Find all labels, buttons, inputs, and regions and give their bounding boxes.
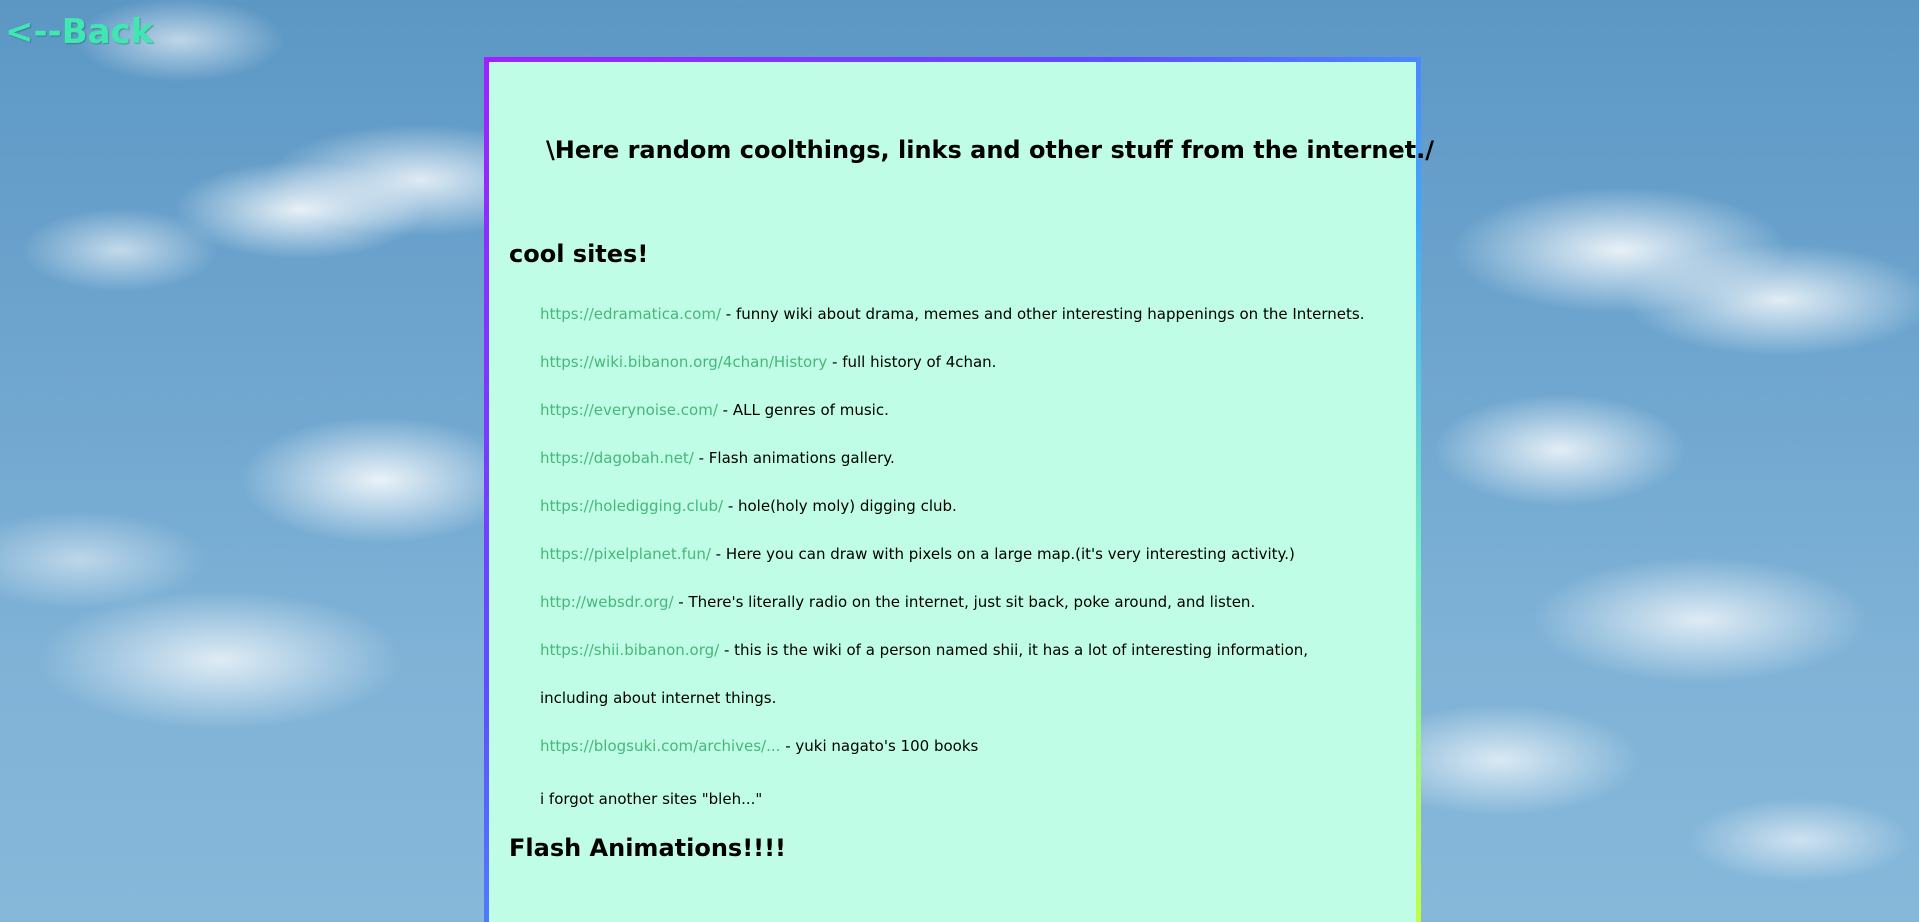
list-item bbox=[540, 434, 1416, 482]
site-link-pixelplanet[interactable]: https://pixelplanet.fun/ bbox=[540, 545, 711, 563]
site-description: - There's literally radio on the internet, just sit back, poke around, and listen. bbox=[673, 593, 1256, 611]
site-description: - funny wiki about drama, memes and other interesting happenings on the Internets. bbox=[721, 305, 1365, 323]
cool-sites-heading: cool sites! bbox=[509, 240, 649, 268]
site-link-shii-bibanon[interactable]: https://shii.bibanon.org/ bbox=[540, 641, 720, 659]
back-link[interactable]: <--Back bbox=[5, 12, 154, 52]
forgot-sites-note: i forgot another sites "bleh..." bbox=[540, 790, 763, 808]
list-item bbox=[540, 338, 1416, 386]
site-link-dagobah[interactable]: https://dagobah.net/ bbox=[540, 449, 694, 467]
site-link-websdr[interactable]: http://websdr.org/ bbox=[540, 593, 674, 611]
site-description: - Flash animations gallery. bbox=[693, 449, 895, 467]
content-panel bbox=[489, 62, 1435, 922]
site-link-blogsuki[interactable]: https://blogsuki.com/archives/... bbox=[540, 737, 781, 755]
site-description: - full history of 4chan. bbox=[827, 353, 997, 371]
cool-sites-list bbox=[509, 290, 1416, 770]
site-link-holedigging[interactable]: https://holedigging.club/ bbox=[540, 497, 724, 515]
content-panel-frame bbox=[484, 57, 1435, 922]
site-description: - yuki nagato's 100 books bbox=[780, 737, 979, 755]
list-item bbox=[540, 722, 1416, 770]
site-description: - ALL genres of music. bbox=[717, 401, 889, 419]
site-description: - hole(holy moly) digging club. bbox=[723, 497, 957, 515]
list-item bbox=[540, 386, 1416, 434]
list-item bbox=[540, 530, 1416, 578]
site-link-bibanon-4chan-history[interactable]: https://wiki.bibanon.org/4chan/History bbox=[540, 353, 828, 371]
list-item bbox=[540, 578, 1416, 626]
flash-animations-heading: Flash Animations!!!! bbox=[509, 834, 786, 862]
site-link-everynoise[interactable]: https://everynoise.com/ bbox=[540, 401, 718, 419]
page-title: \Here random coolthings, links and other stuff from the internet./ bbox=[546, 136, 1435, 164]
list-item bbox=[540, 626, 1360, 722]
site-description: - this is the wiki of a person named shii, it has a lot of interesting information, including about internet things. bbox=[540, 641, 1309, 707]
site-link-edramatica[interactable]: https://edramatica.com/ bbox=[540, 305, 722, 323]
site-description: - Here you can draw with pixels on a large map.(it's very interesting activity.) bbox=[710, 545, 1295, 563]
list-item bbox=[540, 482, 1416, 530]
list-item bbox=[540, 290, 1416, 338]
